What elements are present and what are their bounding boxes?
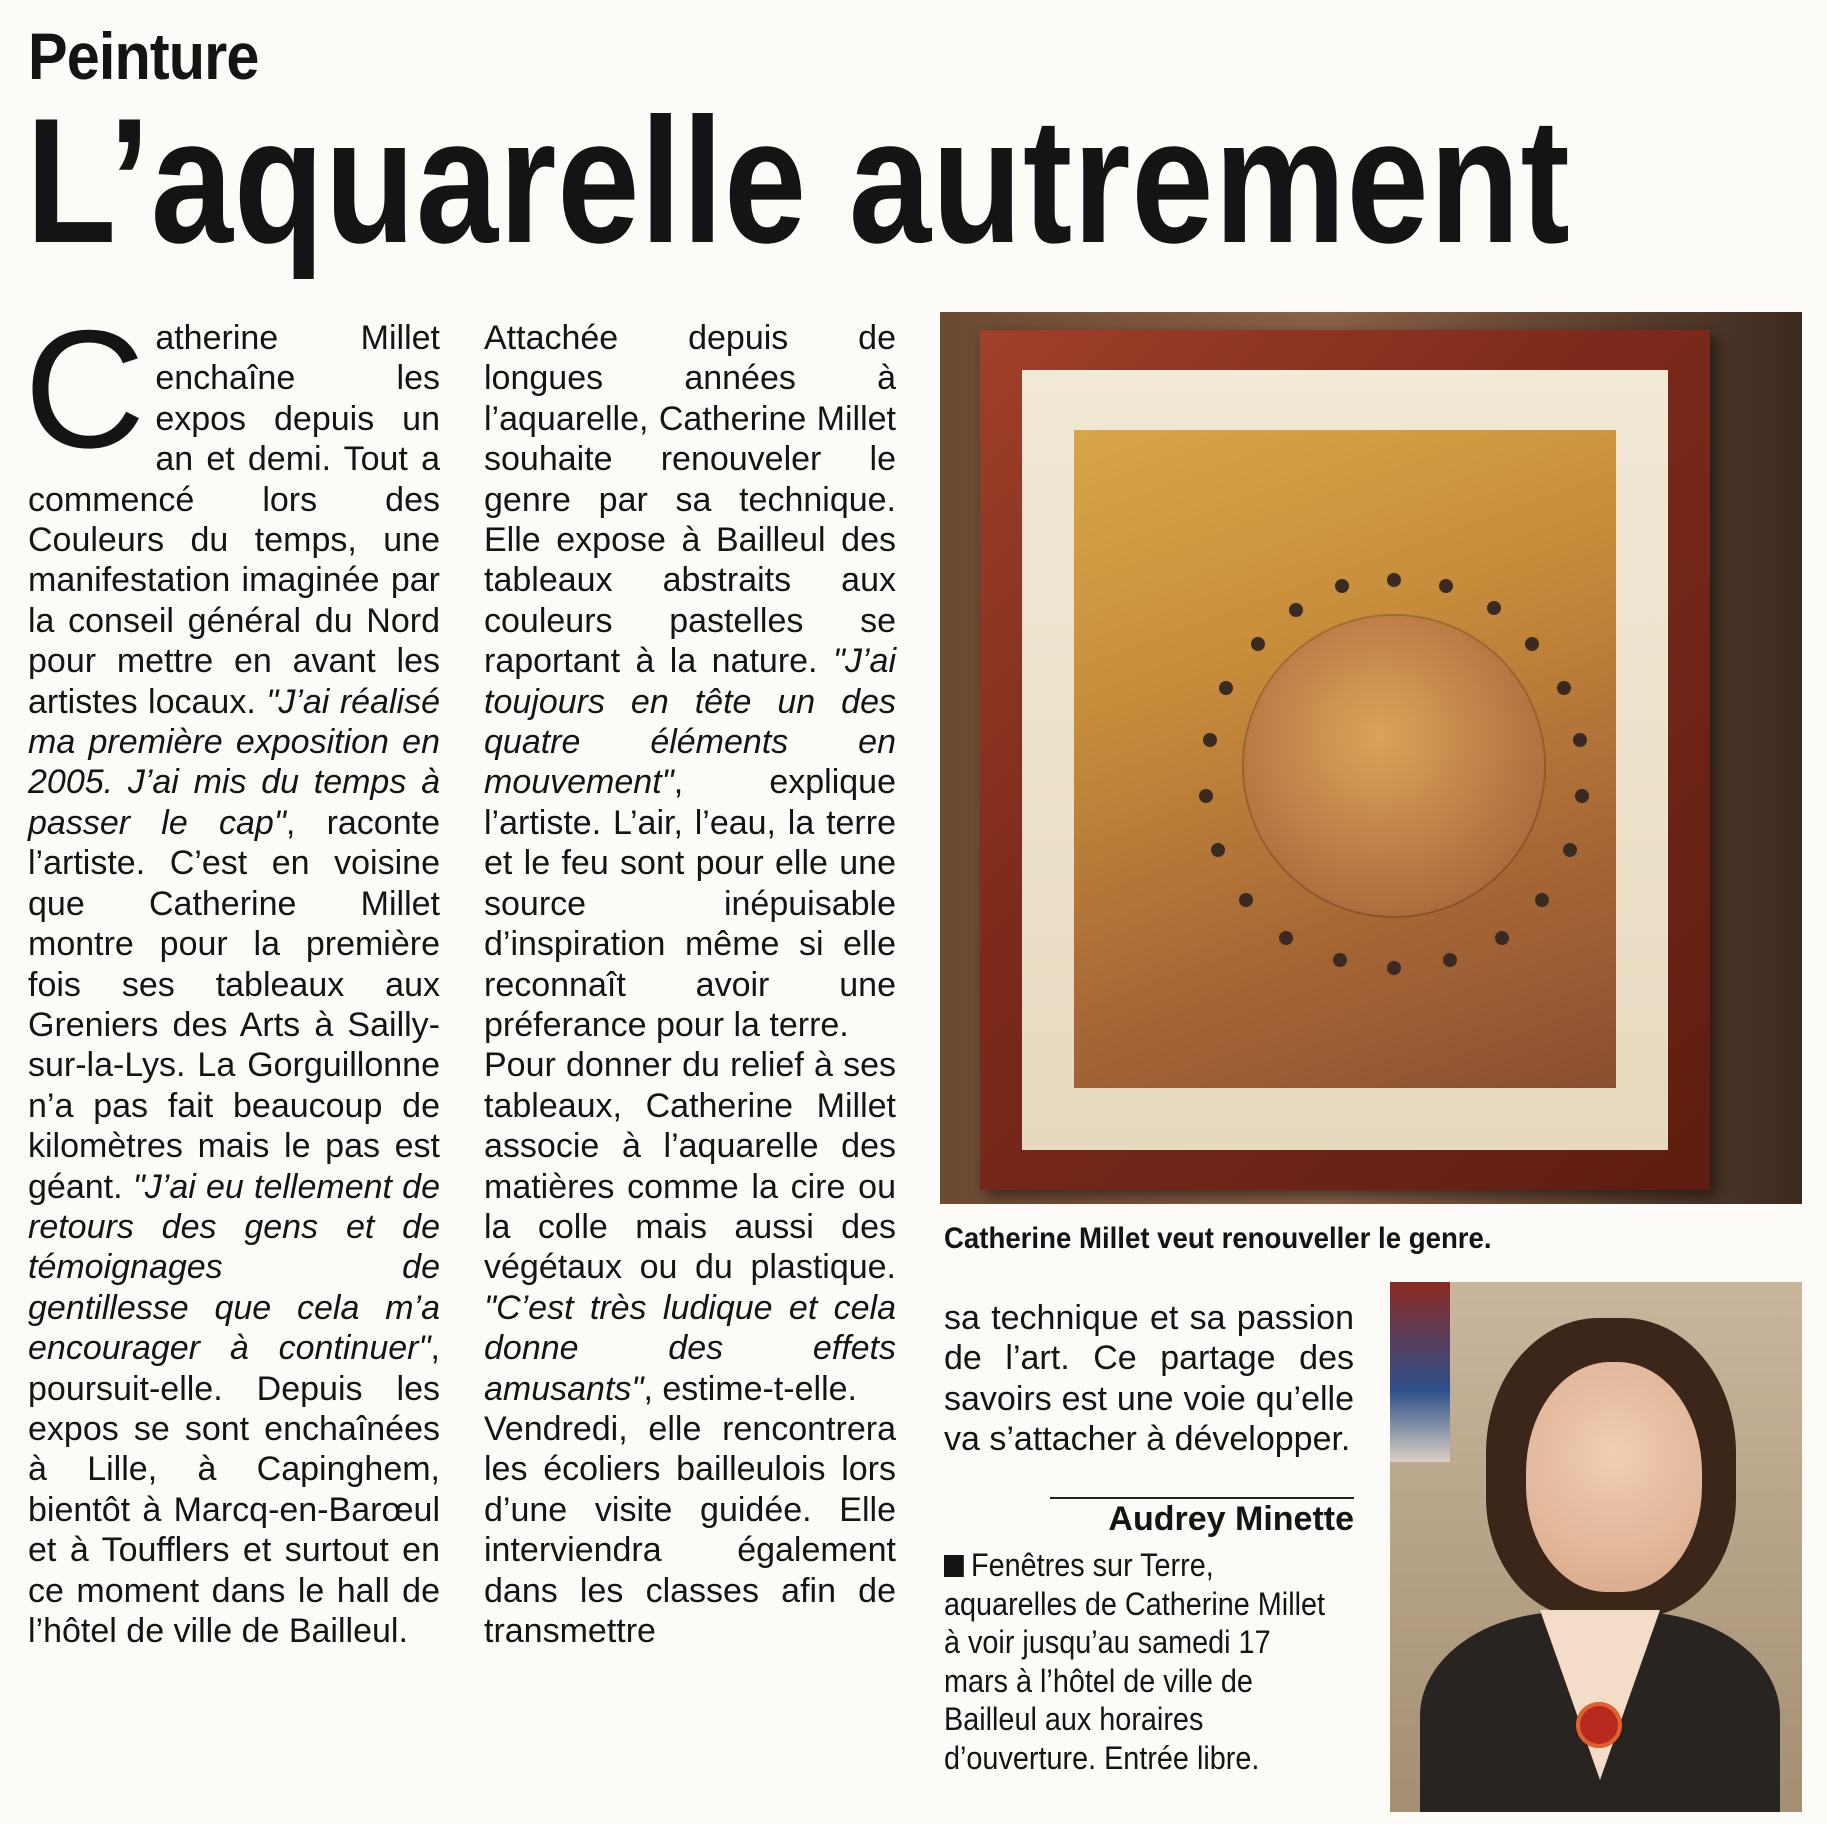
photo-caption: Catherine Millet veut renouveller le genre. (944, 1222, 1492, 1255)
painted-figures (1074, 430, 1616, 1088)
portrait-face (1526, 1362, 1702, 1592)
text-run: atherine Millet enchaîne les expos depuis un an et demi. Tout a commencé lors des Couleurs du temps, une manifestation imaginée par la conseil général du Nord pour mettre en avant les artistes locaux. (28, 319, 440, 721)
painting-photo (940, 312, 1802, 1204)
event-info (944, 1546, 1340, 1777)
column-3-paragraph: sa technique et sa passion de l’art. Ce partage des savoirs est une voie qu’elle va s’attacher à développer. (944, 1299, 1354, 1459)
artist-portrait-photo (1390, 1282, 1802, 1812)
text-run: Attachée depuis de longues années à l’aquarelle, Catherine Millet souhaite renouveler le genre par sa technique. Elle expose à Bailleul des tableaux abstraits aux couleurs pastelles se raportant à la nature. (484, 319, 896, 681)
quote: "J’ai réalisé ma première exposition en 2005. J’ai mis du temps à passer le cap" (28, 682, 440, 842)
portrait-background (1390, 1282, 1450, 1462)
quote: "J’ai toujours en tête un des quatre éléments en mouvement" (484, 642, 896, 802)
text-run: , explique l’artiste. L’air, l’eau, la terre et le feu sont pour elle une source inépuisable d’inspiration même si elle reconnaît avoir une préferance pour la terre. (484, 763, 896, 1044)
watercolor-painting (1074, 430, 1616, 1088)
column-2-paragraph-2 (484, 1045, 896, 1409)
article-headline: L’aquarelle autrement (26, 81, 1571, 280)
painting-frame (980, 330, 1710, 1190)
article-column-2 (484, 318, 896, 1651)
painting-mat (1022, 370, 1668, 1150)
column-2-paragraph-3: Vendredi, elle rencontrera les écoliers bailleulois lors d’une visite guidée. Elle interviendra également dans les classes afin de transmettre (484, 1409, 896, 1650)
byline-divider (1050, 1497, 1354, 1499)
column-2-paragraph-1 (484, 318, 896, 1045)
article-column-1 (24, 295, 440, 1651)
text-run: , raconte l’artiste. C’est en voisine que Catherine Millet montre pour la première fois ses tableaux aux Greniers des Arts à Sailly-sur-la-Lys. La Gorguillonne n’a pas fait beaucoup de kilomètres mais le pas est géant. (28, 803, 440, 1206)
quote: "C’est très ludique et cela donne des effets amusants" (484, 1288, 896, 1408)
article-column-3 (944, 1298, 1354, 1460)
text-run: Pour donner du relief à ses tableaux, Catherine Millet associe à l’aquarelle des matières comme la cire ou la colle mais aussi des végétaux ou du plastique. (484, 1046, 896, 1287)
bullet-square-icon (944, 1555, 964, 1577)
column-1-paragraph (24, 295, 440, 1651)
text-run: , estime-t-elle. (643, 1369, 857, 1408)
event-info-text: Fenêtres sur Terre, aquarelles de Catherine Millet à voir jusqu’au samedi 17 mars à l’hôtel de ville de Bailleul aux horaires d’ouverture. Entrée libre. (944, 1547, 1326, 1776)
drop-cap: C (24, 295, 146, 483)
text-run: , poursuit-elle. Depuis les expos se sont enchaînées à Lille, à Capinghem, bientôt à Marcq-en-Barœul et à Toufflers et surtout en ce moment dans le hall de l’hôtel de ville de Bailleul. (28, 1329, 440, 1650)
article-kicker: Peinture (28, 19, 259, 93)
article-byline: Audrey Minette (1108, 1500, 1354, 1538)
portrait-pendant (1576, 1702, 1622, 1748)
quote: "J’ai eu tellement de retours des gens et de témoignages de gentillesse que cela m’a encourager à continuer" (28, 1167, 440, 1368)
